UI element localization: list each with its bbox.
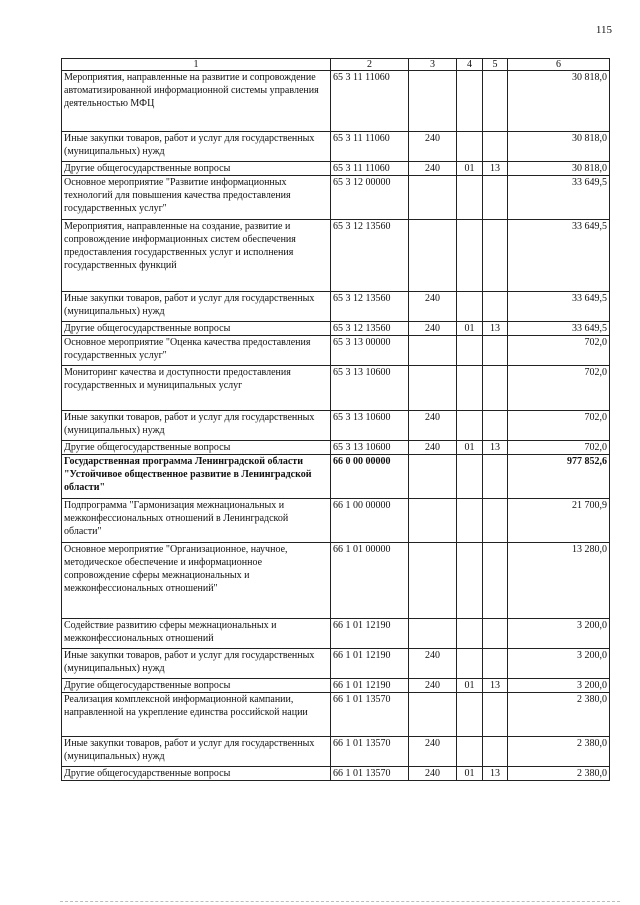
table-row bbox=[62, 693, 610, 737]
row-code-cell: 66 1 01 13570 bbox=[331, 767, 409, 781]
row-expense-type-cell: 240 bbox=[409, 132, 457, 162]
row-subsection-cell bbox=[483, 499, 508, 543]
row-amount-cell: 30 818,0 bbox=[508, 132, 610, 162]
row-section-cell: 01 bbox=[457, 162, 483, 176]
row-section-cell bbox=[457, 737, 483, 767]
table-row bbox=[62, 366, 610, 411]
row-code-cell: 66 0 00 00000 bbox=[331, 455, 409, 499]
table-row bbox=[62, 737, 610, 767]
row-name-cell: Другие общегосударственные вопросы bbox=[62, 441, 331, 455]
row-expense-type-cell: 240 bbox=[409, 162, 457, 176]
row-code-cell: 66 1 01 12190 bbox=[331, 649, 409, 679]
row-expense-type-cell bbox=[409, 499, 457, 543]
row-code-cell: 65 3 12 13560 bbox=[331, 220, 409, 292]
row-subsection-cell bbox=[483, 176, 508, 220]
row-amount-cell: 702,0 bbox=[508, 336, 610, 366]
row-section-cell: 01 bbox=[457, 441, 483, 455]
table-row bbox=[62, 619, 610, 649]
row-name-cell: Иные закупки товаров, работ и услуг для государственных (муниципальных) нужд bbox=[62, 649, 331, 679]
row-name-cell: Иные закупки товаров, работ и услуг для государственных (муниципальных) нужд bbox=[62, 411, 331, 441]
row-name-cell: Мероприятия, направленные на развитие и сопровождение автоматизированной информационной системы управления деятельностью МФЦ bbox=[62, 71, 331, 132]
row-expense-type-cell bbox=[409, 693, 457, 737]
header-col-5: 5 bbox=[483, 59, 508, 71]
row-section-cell bbox=[457, 649, 483, 679]
row-subsection-cell bbox=[483, 737, 508, 767]
row-subsection-cell bbox=[483, 292, 508, 322]
row-amount-cell: 30 818,0 bbox=[508, 162, 610, 176]
row-expense-type-cell: 240 bbox=[409, 411, 457, 441]
row-section-cell bbox=[457, 366, 483, 411]
row-section-cell bbox=[457, 543, 483, 619]
row-name-cell: Основное мероприятие "Развитие информационных технологий для повышения качества предоставления государственных услуг" bbox=[62, 176, 331, 220]
row-code-cell: 66 1 01 13570 bbox=[331, 737, 409, 767]
row-section-cell bbox=[457, 336, 483, 366]
row-code-cell: 65 3 13 10600 bbox=[331, 441, 409, 455]
row-name-cell: Иные закупки товаров, работ и услуг для государственных (муниципальных) нужд bbox=[62, 292, 331, 322]
row-amount-cell: 702,0 bbox=[508, 411, 610, 441]
row-subsection-cell bbox=[483, 132, 508, 162]
row-amount-cell: 3 200,0 bbox=[508, 619, 610, 649]
row-expense-type-cell bbox=[409, 455, 457, 499]
row-name-cell: Основное мероприятие "Организационное, научное, методическое обеспечение и информационное сопровождение сферы межнациональных и межконфессиональных отношений" bbox=[62, 543, 331, 619]
row-name-cell: Иные закупки товаров, работ и услуг для государственных (муниципальных) нужд bbox=[62, 132, 331, 162]
header-col-4: 4 bbox=[457, 59, 483, 71]
row-code-cell: 65 3 13 00000 bbox=[331, 336, 409, 366]
row-name-cell: Подпрограмма "Гармонизация межнациональных и межконфессиональных отношений в Ленинградской области" bbox=[62, 499, 331, 543]
table-row bbox=[62, 679, 610, 693]
table-row bbox=[62, 220, 610, 292]
table-row bbox=[62, 499, 610, 543]
row-expense-type-cell bbox=[409, 336, 457, 366]
row-code-cell: 65 3 13 10600 bbox=[331, 366, 409, 411]
row-amount-cell: 702,0 bbox=[508, 366, 610, 411]
row-subsection-cell bbox=[483, 411, 508, 441]
row-code-cell: 65 3 12 13560 bbox=[331, 292, 409, 322]
row-subsection-cell bbox=[483, 619, 508, 649]
row-name-cell: Другие общегосударственные вопросы bbox=[62, 322, 331, 336]
row-subsection-cell bbox=[483, 693, 508, 737]
row-amount-cell: 33 649,5 bbox=[508, 322, 610, 336]
row-expense-type-cell: 240 bbox=[409, 679, 457, 693]
row-name-cell: Другие общегосударственные вопросы bbox=[62, 162, 331, 176]
table-row bbox=[62, 132, 610, 162]
row-code-cell: 66 1 01 12190 bbox=[331, 619, 409, 649]
table-body bbox=[62, 71, 610, 781]
row-section-cell bbox=[457, 132, 483, 162]
row-amount-cell: 2 380,0 bbox=[508, 767, 610, 781]
row-section-cell: 01 bbox=[457, 767, 483, 781]
row-amount-cell: 33 649,5 bbox=[508, 176, 610, 220]
row-expense-type-cell bbox=[409, 543, 457, 619]
row-expense-type-cell bbox=[409, 220, 457, 292]
row-amount-cell: 33 649,5 bbox=[508, 220, 610, 292]
row-amount-cell: 2 380,0 bbox=[508, 693, 610, 737]
row-section-cell bbox=[457, 619, 483, 649]
row-section-cell bbox=[457, 292, 483, 322]
row-expense-type-cell bbox=[409, 71, 457, 132]
table-row bbox=[62, 71, 610, 132]
row-section-cell bbox=[457, 71, 483, 132]
row-amount-cell: 30 818,0 bbox=[508, 71, 610, 132]
row-subsection-cell bbox=[483, 336, 508, 366]
row-section-cell bbox=[457, 411, 483, 441]
page-number: 115 bbox=[595, 24, 612, 36]
row-section-cell bbox=[457, 220, 483, 292]
row-amount-cell: 2 380,0 bbox=[508, 737, 610, 767]
row-amount-cell: 3 200,0 bbox=[508, 679, 610, 693]
header-col-3: 3 bbox=[409, 59, 457, 71]
table-row bbox=[62, 441, 610, 455]
row-subsection-cell bbox=[483, 220, 508, 292]
header-col-2: 2 bbox=[331, 59, 409, 71]
table-header-row bbox=[62, 59, 610, 71]
row-name-cell: Мониторинг качества и доступности предоставления государственных и муниципальных услуг bbox=[62, 366, 331, 411]
row-subsection-cell bbox=[483, 71, 508, 132]
row-code-cell: 65 3 11 11060 bbox=[331, 162, 409, 176]
row-code-cell: 65 3 11 11060 bbox=[331, 71, 409, 132]
row-subsection-cell: 13 bbox=[483, 322, 508, 336]
header-col-6: 6 bbox=[508, 59, 610, 71]
table-row bbox=[62, 411, 610, 441]
row-subsection-cell: 13 bbox=[483, 679, 508, 693]
row-name-cell: Содействие развитию сферы межнациональных и межконфессиональных отношений bbox=[62, 619, 331, 649]
row-expense-type-cell: 240 bbox=[409, 441, 457, 455]
table-row bbox=[62, 176, 610, 220]
header-col-1: 1 bbox=[62, 59, 331, 71]
row-name-cell: Государственная программа Ленинградской области "Устойчивое общественное развитие в Ленинградской области" bbox=[62, 455, 331, 499]
row-expense-type-cell: 240 bbox=[409, 292, 457, 322]
row-section-cell: 01 bbox=[457, 322, 483, 336]
row-name-cell: Мероприятия, направленные на создание, развитие и сопровождение информационных систем обеспечения предоставления государственных услуг и исполнения государственных функций bbox=[62, 220, 331, 292]
row-amount-cell: 3 200,0 bbox=[508, 649, 610, 679]
row-section-cell: 01 bbox=[457, 679, 483, 693]
row-section-cell bbox=[457, 693, 483, 737]
row-name-cell: Иные закупки товаров, работ и услуг для государственных (муниципальных) нужд bbox=[62, 737, 331, 767]
row-expense-type-cell bbox=[409, 619, 457, 649]
table-row bbox=[62, 336, 610, 366]
row-subsection-cell bbox=[483, 366, 508, 411]
row-expense-type-cell bbox=[409, 176, 457, 220]
row-amount-cell: 702,0 bbox=[508, 441, 610, 455]
row-section-cell bbox=[457, 455, 483, 499]
table-row bbox=[62, 543, 610, 619]
row-expense-type-cell: 240 bbox=[409, 737, 457, 767]
row-code-cell: 66 1 01 13570 bbox=[331, 693, 409, 737]
row-name-cell: Другие общегосударственные вопросы bbox=[62, 679, 331, 693]
row-amount-cell: 13 280,0 bbox=[508, 543, 610, 619]
row-subsection-cell: 13 bbox=[483, 767, 508, 781]
row-subsection-cell bbox=[483, 649, 508, 679]
row-amount-cell: 21 700,9 bbox=[508, 499, 610, 543]
row-section-cell bbox=[457, 499, 483, 543]
row-code-cell: 66 1 01 00000 bbox=[331, 543, 409, 619]
table-row bbox=[62, 455, 610, 499]
table-row bbox=[62, 322, 610, 336]
table-row bbox=[62, 767, 610, 781]
row-subsection-cell bbox=[483, 455, 508, 499]
table-row bbox=[62, 649, 610, 679]
row-subsection-cell bbox=[483, 543, 508, 619]
row-code-cell: 65 3 12 00000 bbox=[331, 176, 409, 220]
row-code-cell: 66 1 00 00000 bbox=[331, 499, 409, 543]
row-name-cell: Основное мероприятие "Оценка качества предоставления государственных услуг" bbox=[62, 336, 331, 366]
row-code-cell: 66 1 01 12190 bbox=[331, 679, 409, 693]
row-amount-cell: 977 852,6 bbox=[508, 455, 610, 499]
budget-table bbox=[61, 58, 610, 781]
row-name-cell: Другие общегосударственные вопросы bbox=[62, 767, 331, 781]
table-row bbox=[62, 292, 610, 322]
row-code-cell: 65 3 13 10600 bbox=[331, 411, 409, 441]
row-section-cell bbox=[457, 176, 483, 220]
row-code-cell: 65 3 11 11060 bbox=[331, 132, 409, 162]
row-code-cell: 65 3 12 13560 bbox=[331, 322, 409, 336]
table-row bbox=[62, 162, 610, 176]
row-expense-type-cell: 240 bbox=[409, 322, 457, 336]
row-subsection-cell: 13 bbox=[483, 162, 508, 176]
row-subsection-cell: 13 bbox=[483, 441, 508, 455]
row-expense-type-cell: 240 bbox=[409, 649, 457, 679]
row-name-cell: Реализация комплексной информационной кампании, направленной на укрепление единства российской нации bbox=[62, 693, 331, 737]
scan-footer-line bbox=[60, 901, 620, 903]
row-expense-type-cell: 240 bbox=[409, 767, 457, 781]
row-expense-type-cell bbox=[409, 366, 457, 411]
row-amount-cell: 33 649,5 bbox=[508, 292, 610, 322]
